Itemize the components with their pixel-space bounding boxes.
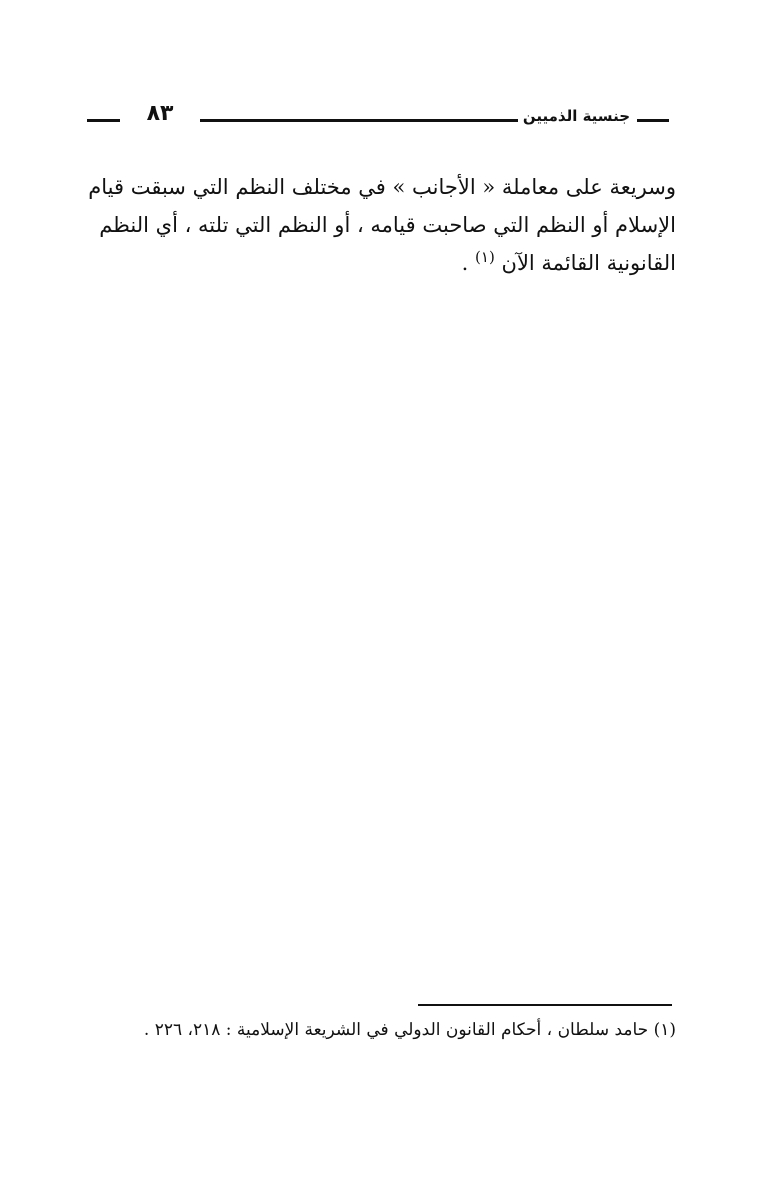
body-line-3-text: القانونية القائمة الآن bbox=[501, 251, 676, 275]
body-line-2: الإسلام أو النظم التي صاحبت قيامه ، أو النظم التي تلته ، أي النظم bbox=[99, 213, 676, 237]
page-header bbox=[82, 96, 672, 136]
footnote: (١) حامد سلطان ، أحكام القانون الدولي في الشريعة الإسلامية : ٢١٨، ٢٢٦ . bbox=[143, 1020, 676, 1040]
running-title: جنسية الذميين bbox=[522, 107, 630, 125]
body-paragraph bbox=[80, 168, 676, 282]
end-punctuation: . bbox=[461, 251, 469, 275]
footnote-separator bbox=[418, 1004, 672, 1006]
body-line-1: وسريعة على معاملة « الأجانب » في مختلف النظم التي سبقت قيام bbox=[88, 175, 676, 199]
header-rule-left bbox=[87, 119, 120, 122]
header-rule-middle bbox=[200, 119, 518, 122]
footnote-reference: (١) bbox=[475, 248, 495, 266]
header-rule-right bbox=[637, 119, 669, 122]
body-line-3 bbox=[80, 244, 676, 282]
page-number: ٨٣ bbox=[146, 101, 174, 126]
